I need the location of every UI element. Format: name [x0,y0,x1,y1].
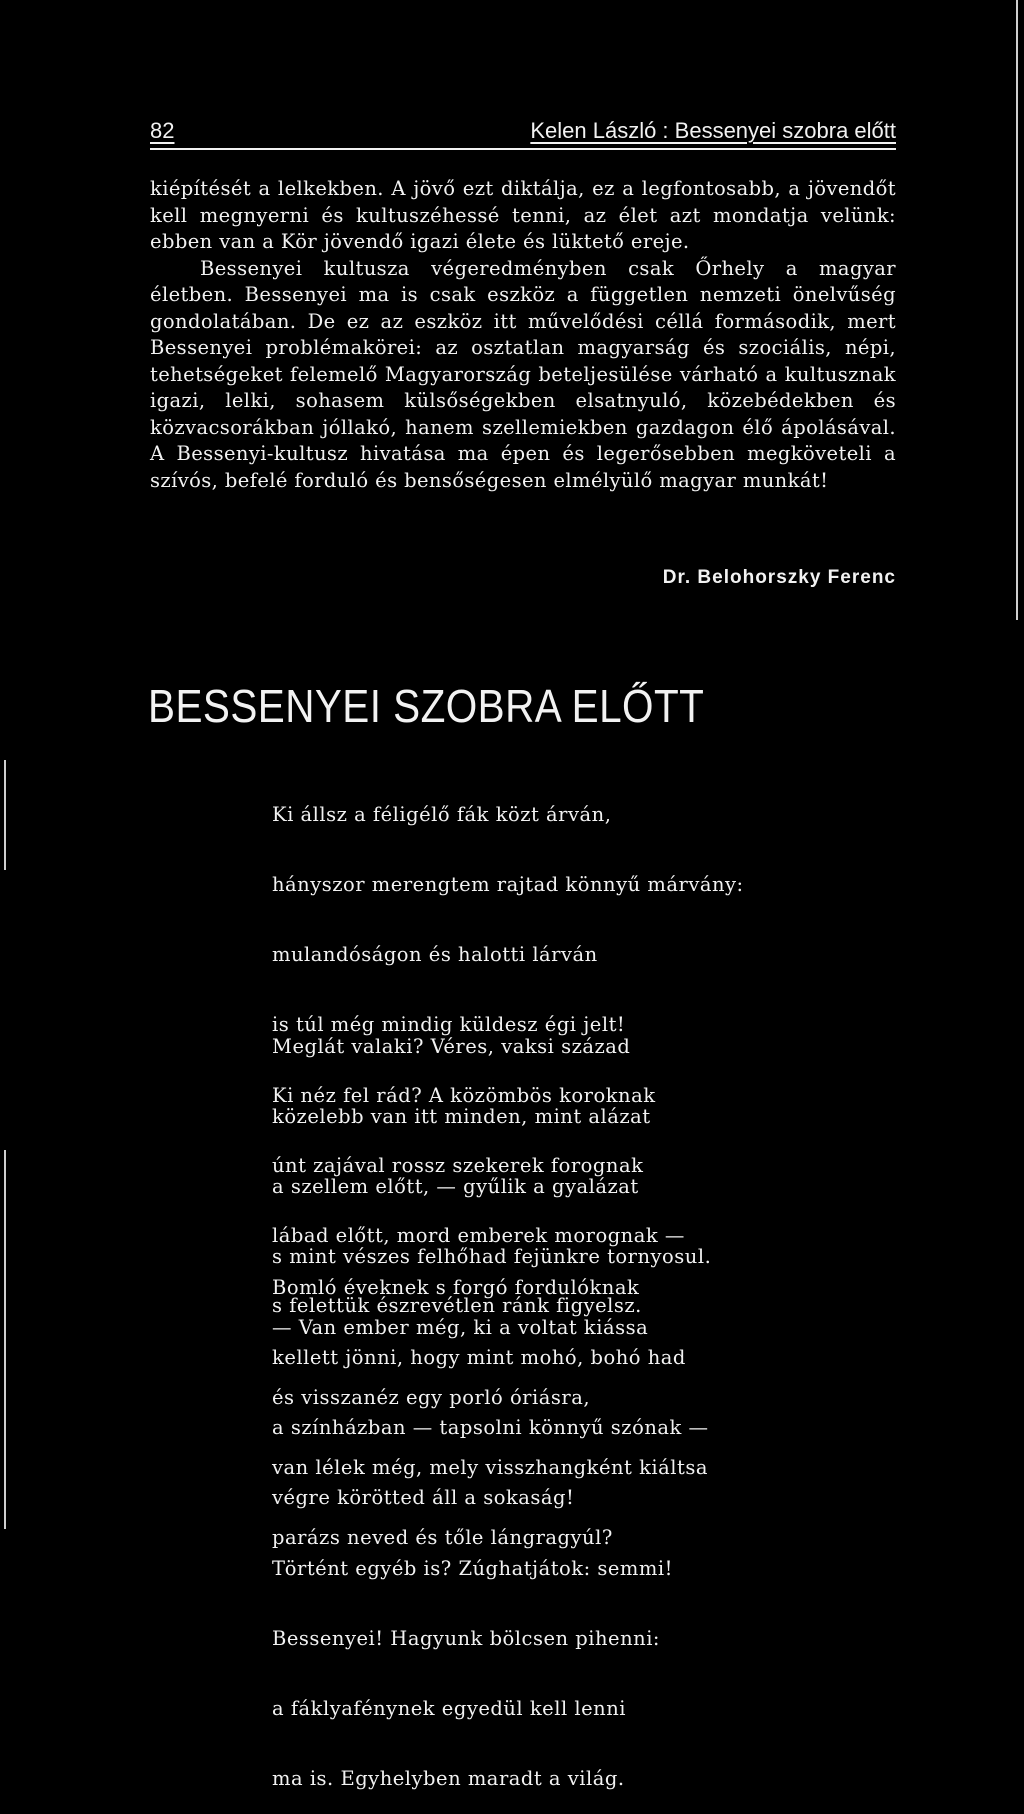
poem-line: mulandóságon és halotti lárván [272,943,598,967]
essay-paragraph: Bessenyei kultusza végeredményben csak Őrhely a magyar életben. Bessenyei ma is csak eszköz a független nemzeti önelvűség gondolatában. De ez az eszköz itt művelődési céllá formásodik, mert Bessenyei problémakörei: az osztatlan magyarság és szociális, népi, tehetségeket felemelő Magyarország beteljesülése várható a kultusznak igazi, lelki, sohasem külsőségekben elsatnyuló, közebédekben és közvacsorákban jóllakó, hanem szellemiekben gazdagon élő ápolásával. A Bessenyi-kultusz hivatása ma épen és legerősebben megköveteli a szívós, befelé forduló és bensőségesen elmélyülő magyar munkát! [150,256,896,492]
page-number: 82 [150,118,175,143]
poem-line: kellett jönni, hogy mint mohó, bohó had [272,1346,686,1370]
scan-edge-mark [4,760,6,870]
poem-line: is túl még mindig küldesz égi jelt! [272,1013,626,1037]
poem-line: a szellem előtt, — gyűlik a gyalázat [272,1175,639,1199]
poem-line: Meglát valaki? Véres, vaksi század [272,1034,631,1058]
poem-line: Történt egyéb is? Zúghatjátok: semmi! [272,1556,673,1580]
poem-line: és visszanéz egy porló óriásra, [272,1385,591,1409]
poem-line: Bomló éveknek s forgó fordulóknak [272,1275,640,1299]
running-title: Kelen László : Bessenyei szobra előtt [530,118,896,143]
poem-line: únt zajával rossz szekerek forognak [272,1153,644,1177]
poem-line: végre körötted áll a sokaság! [272,1486,575,1510]
poem-line: parázs neved és tőle lángragyúl? [272,1526,613,1550]
poem-line: közelebb van itt minden, mint alázat [272,1105,651,1129]
poem-line: — Van ember még, ki a voltat kiássa [272,1315,649,1339]
essay-paragraph: kiépítését a lelkekben. A jövő ezt diktálja, ez a legfontosabb, a jövendőt kell megnyerni és kultuszéhessé tenni, az élet azt mondatja velünk: ebben van a Kör jövendő igazi élete és lüktető ereje. [150,177,896,253]
poem-line: Ki néz fel rád? A közömbös koroknak [272,1083,656,1107]
poem-stanza [272,1229,912,1814]
poem-line: Bessenyei! Hagyunk bölcsen pihenni: [272,1626,660,1650]
scan-edge-mark [1016,0,1018,620]
poem-line: s mint vészes felhőhad fejünkre tornyosul. [272,1245,712,1269]
poem-line: lábad előtt, mord emberek morognak — [272,1224,685,1248]
poem-line: a színházban — tapsolni könnyű szónak — [272,1416,709,1440]
running-header [150,118,896,148]
header-rule [150,148,896,150]
poem-line: hányszor merengtem rajtad könnyű márvány: [272,873,744,897]
poem-title: BESSENYEI SZOBRA ELŐTT [148,680,705,732]
poem-line: Ki állsz a féligélő fák közt árván, [272,802,612,826]
poem-line: a fáklyafénynek egyedül kell lenni [272,1697,627,1721]
author-signature: Dr. Belohorszky Ferenc [662,567,896,588]
essay-body [150,176,896,494]
poem-line: van lélek még, mely visszhangként kiáltsa [272,1456,708,1480]
poem-line: s felettük észrevétlen ránk figyelsz. [272,1294,642,1318]
scan-edge-mark [4,1150,6,1529]
poem-line: ma is. Egyhelyben maradt a világ. [272,1767,625,1791]
